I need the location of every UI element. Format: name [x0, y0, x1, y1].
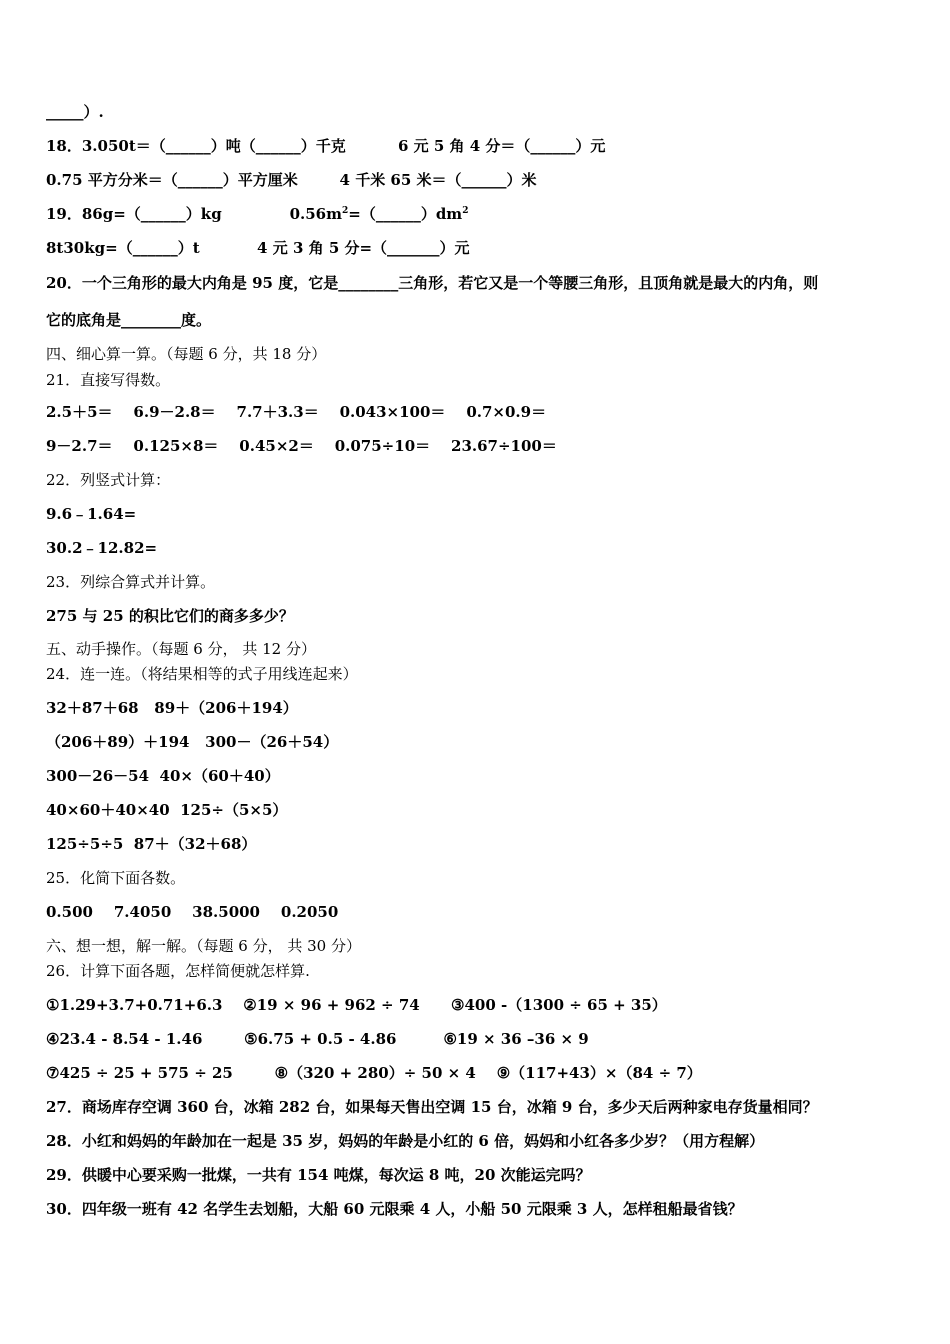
q21-row1: 2.5＋5＝ 6.9－2.8＝ 7.7＋3.3＝ 0.043×100＝ 0.7×0.9＝: [46, 403, 547, 421]
q18-line1: 18．3.050t＝（______）吨（______）千克 6 元 5 角 4 分＝（______）元: [46, 137, 606, 155]
q29-text: 29．供暖中心要采购一批煤，一共有 154 吨煤，每次运 8 吨，20 次能运完吗？: [46, 1166, 591, 1184]
section-6-heading: 六、想一想，解一解。（每题 6 分， 共 30 分）: [46, 937, 361, 955]
q20-line1: 20．一个三角形的最大内角是 95 度，它是________三角形，若它又是一个等腰三角形，且顶角就是最大的内角，则: [46, 274, 819, 292]
q24-row3: 300－26－54 40×（60＋40）: [46, 767, 280, 785]
q24-title: 24．连一连。（将结果相等的式子用线连起来）: [46, 665, 358, 683]
q19-line1-text: 19．86g=（______）kg 0.56m: [46, 205, 342, 223]
section-5-heading: 五、动手操作。（每题 6 分， 共 12 分）: [46, 640, 316, 658]
q19-sup-2: 2: [462, 206, 469, 216]
q19-line1-mid: =（______）dm: [348, 205, 463, 223]
q23-title: 23．列综合算式并计算。: [46, 573, 216, 591]
q21-row2: 9－2.7＝ 0.125×8＝ 0.45×2＝ 0.075÷10＝ 23.67÷100＝: [46, 437, 557, 455]
q18-line2: 0.75 平方分米＝（______）平方厘米 4 千米 65 米＝（______）米: [46, 171, 537, 189]
q26-row2: ④23.4 - 8.54 - 1.46 ⑤6.75 + 0.5 - 4.86 ⑥19 × 36 –36 × 9: [46, 1030, 589, 1048]
q27-text: 27．商场库存空调 360 台，冰箱 282 台，如果每天售出空调 15 台，冰箱 9 台，多少天后两种家电存货量相同？: [46, 1098, 818, 1116]
q25-numbers: 0.500 7.4050 38.5000 0.2050: [46, 903, 339, 921]
q19-sup-1: 2: [341, 206, 349, 216]
q23-question: 275 与 25 的积比它们的商多多少？: [46, 607, 294, 625]
q30-text: 30．四年级一班有 42 名学生去划船，大船 60 元限乘 4 人，小船 50 元限乘 3 人，怎样租船最省钱？: [46, 1200, 743, 1218]
q28-text: 28．小红和妈妈的年龄加在一起是 35 岁，妈妈的年龄是小红的 6 倍，妈妈和小红各多少岁？（用方程解）: [46, 1132, 765, 1150]
continuation-blank: _____）.: [46, 103, 104, 121]
q19-line1: [46, 204, 468, 224]
q26-row3: ⑦425 ÷ 25 + 575 ÷ 25 ⑧（320 + 280）÷ 50 × 4 ⑨（117+43）×（84 ÷ 7）: [46, 1064, 702, 1082]
q20-line2: 它的底角是________度。: [46, 311, 212, 329]
q25-title: 25．化简下面各数。: [46, 869, 186, 887]
section-4-heading: 四、细心算一算。（每题 6 分，共 18 分）: [46, 345, 327, 363]
q24-row5: 125÷5÷5 87＋（32＋68）: [46, 835, 257, 853]
q21-title: 21．直接写得数。: [46, 371, 171, 389]
q22-item2: 30.2﹣12.82=: [46, 539, 158, 557]
q26-row1: ①1.29+3.7+0.71+6.3 ②19 × 96 + 962 ÷ 74 ③400 -（1300 ÷ 65 + 35）: [46, 996, 667, 1014]
q26-title: 26．计算下面各题，怎样简便就怎样算.: [46, 962, 310, 980]
q24-row4: 40×60＋40×40 125÷（5×5）: [46, 801, 288, 819]
q19-line2: 8t30kg=（______）t 4 元 3 角 5 分=（_______）元: [46, 239, 470, 257]
q22-title: 22．列竖式计算：: [46, 471, 171, 489]
q22-item1: 9.6﹣1.64=: [46, 505, 137, 523]
q24-row2: （206＋89）＋194 300－（26＋54）: [46, 733, 339, 751]
q24-row1: 32＋87＋68 89＋（206＋194）: [46, 699, 298, 717]
